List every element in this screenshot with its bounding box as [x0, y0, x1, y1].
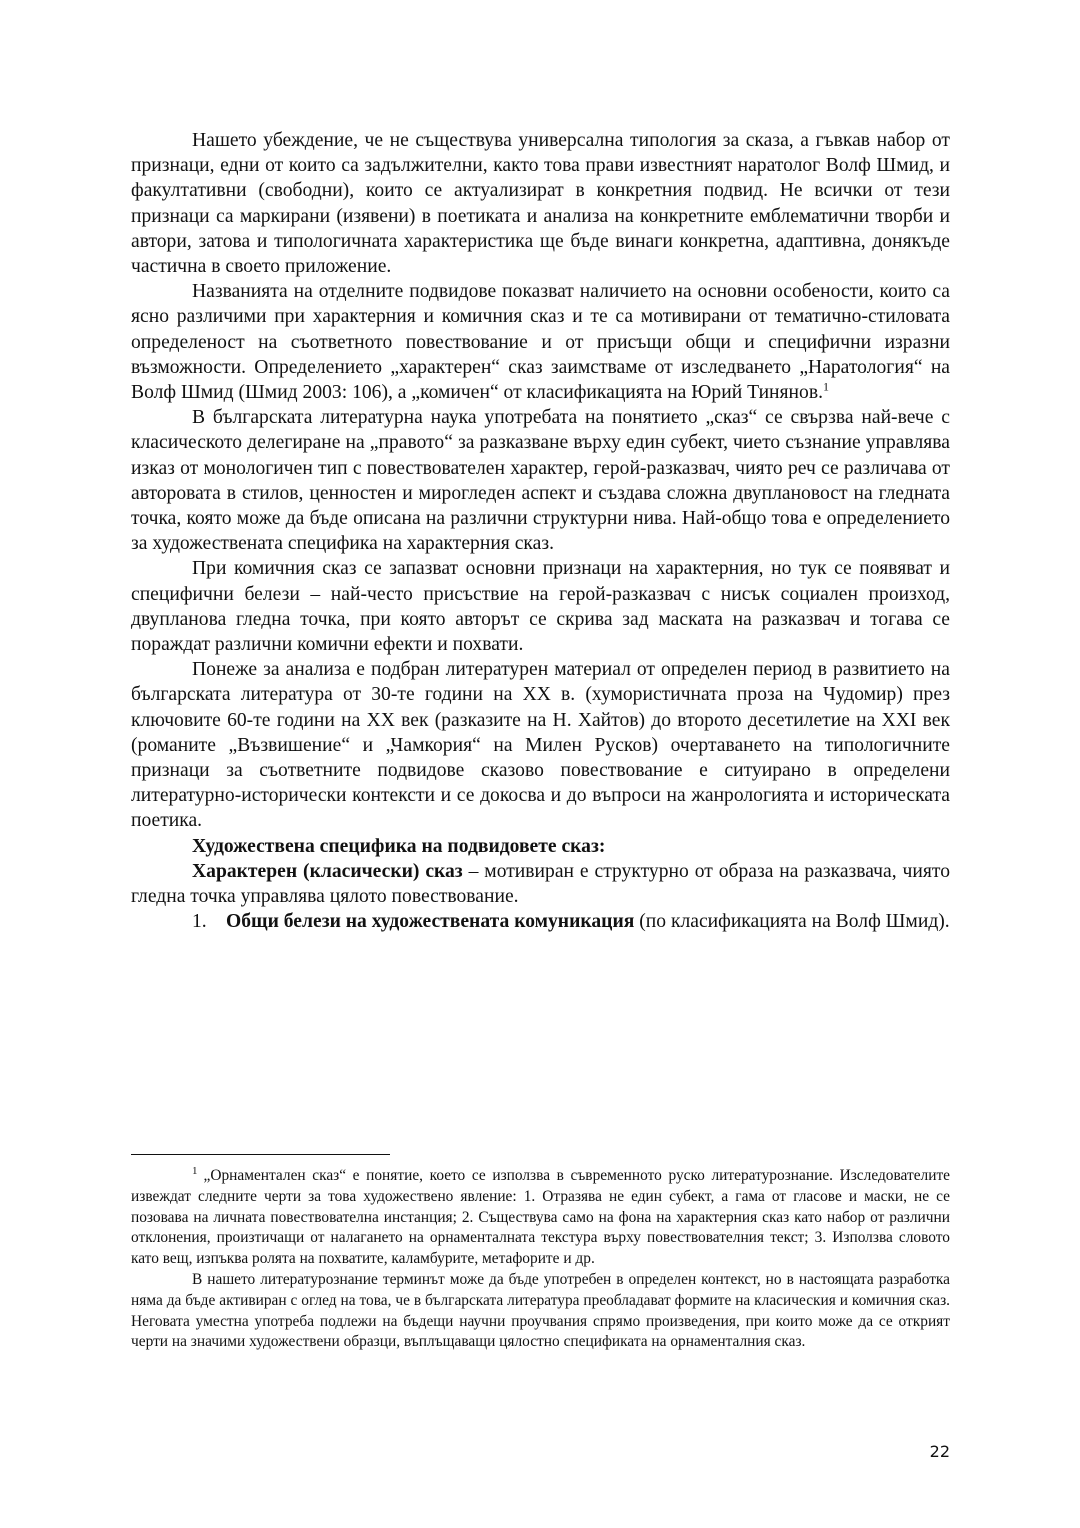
paragraph-6-rest: – мотивиран е структурно от образа на разказвача, чиято гледна точка управлява цялото повествование. [131, 860, 950, 908]
paragraph-2 [131, 279, 950, 405]
list-item [131, 909, 950, 934]
list-item-bold: Общи белези на художествената комуникация [226, 911, 635, 933]
paragraph-1: Нашето убеждение, че не съществува универсална типология за сказа, а гъвкав набор от признаци, едни от които са задължителни, както това прави известният наратолог Волф Шмид, и факултативни (свободни), които се актуализират в конкретния подвид. Не всички от тези признаци са маркирани (изявени) в поетиката и анализа на конкретните емблематични творби и автори, затова и типологичната характеристика ще бъде винаги конкретна, адаптивна, донякъде частична в своето приложение. [131, 130, 950, 278]
footnote-1-text: „Орнаментален сказ“ е понятие, което се използва в съвременното руско литературознание. Изследователите извеждат следните черти за това художествено явление: 1. Отразява не един субект, а гама от гласове и маски, не се позовава на личната повествователна инстанция; 2. Съществува само на фона на характерния сказ като набор от различни отклонения, произтичащи от налагането на орнаменталната текстура върху повествователния текст; 3. Използва словото като вещ, изпъква ролята на похватите, каламбурите, метафорите и др. [131, 1167, 950, 1268]
footnote-ref-1[interactable]: 1 [822, 379, 829, 394]
paragraph-5: Понеже за анализа е подбран литературен материал от определен период в развитието на българската литература от 30-те години на XX в. (хумористичната проза на Чудомир) през ключовите 60-те години на XX век (разказите на Н. Хайтов) до второто десетилетие на XXI век (романите „Възвишение“ и „Чамкория“ на Милен Русков) очертаването на типологичните признаци за съответните подвидове сказово повествование е ситуирано в определени литературно-исторически контексти и се докосва и до въпроси на жанрологията и историческата поетика. [131, 659, 950, 832]
numbered-list [131, 909, 950, 934]
footnote-separator [131, 1154, 390, 1155]
page-number: 22 [929, 1442, 950, 1461]
main-text [131, 128, 950, 935]
paragraph-4: При комичния сказ се запазват основни признаци на характерния, но тук се появяват и специфични белези – най-често присъствие на герой-разказвач с нисък социален произход, двупланова гледна точка, при която авторът се скрива зад маската на разказвач и тогава се пораждат различни комични ефекти и похвати. [131, 558, 950, 656]
section-heading: Художествена специфика на подвидовете сказ: [192, 835, 606, 857]
list-item-rest: (по класификацията на Волф Шмид). [634, 911, 950, 933]
paragraph-2-text: Названията на отделните подвидове показват наличието на основни особености, които са ясно различими при характерния и комичния сказ и те са мотивирани от тематично-стиловата определеност на съответното повествование и от присъщи общи и специфични изразни възможности. Определението „характерен“ сказ заимстваме от изследването „Наратология“ на Волф Шмид (Шмид 2003: 106), а „комичен“ от класификацията на Юрий Тинянов. [131, 281, 950, 404]
footnote-2: В нашето литературознание терминът може да бъде употребен в определен контекст, но в настоящата разработка няма да бъде активиран с оглед на това, че в българската литература преобладават формите на класическия и комичния сказ. Неговата уместна употреба подлежи на бъдещи научни проучвания спрямо произведения, при които може да се открият черти на значими художествени образци, въплъщаващи цялостно спецификата на орнаменталния сказ. [131, 1270, 950, 1351]
list-item-number: 1. [192, 911, 207, 933]
footnote-1 [131, 1166, 950, 1270]
footnotes [131, 1166, 950, 1353]
paragraph-6 [131, 859, 950, 909]
footnote-1-marker: 1 [192, 1164, 198, 1177]
paragraph-3: В българската литературна наука употребата на понятието „сказ“ се свързва най-вече с класическото делегиране на „правото“ за разказване върху един субект, чието съзнание управлява изказ от монологичен тип с повествователен характер, герой-разказвач, чиято реч се различава от авторовата в стилов, ценностен и мирогледен аспект и създава сложна двуплановост на гледната точка, която може да бъде описана на различни структурни нива. Най-общо това е определението за художествената специфика на характерния сказ. [131, 407, 950, 555]
paragraph-6-lead: Характерен (класически) сказ [192, 860, 469, 882]
